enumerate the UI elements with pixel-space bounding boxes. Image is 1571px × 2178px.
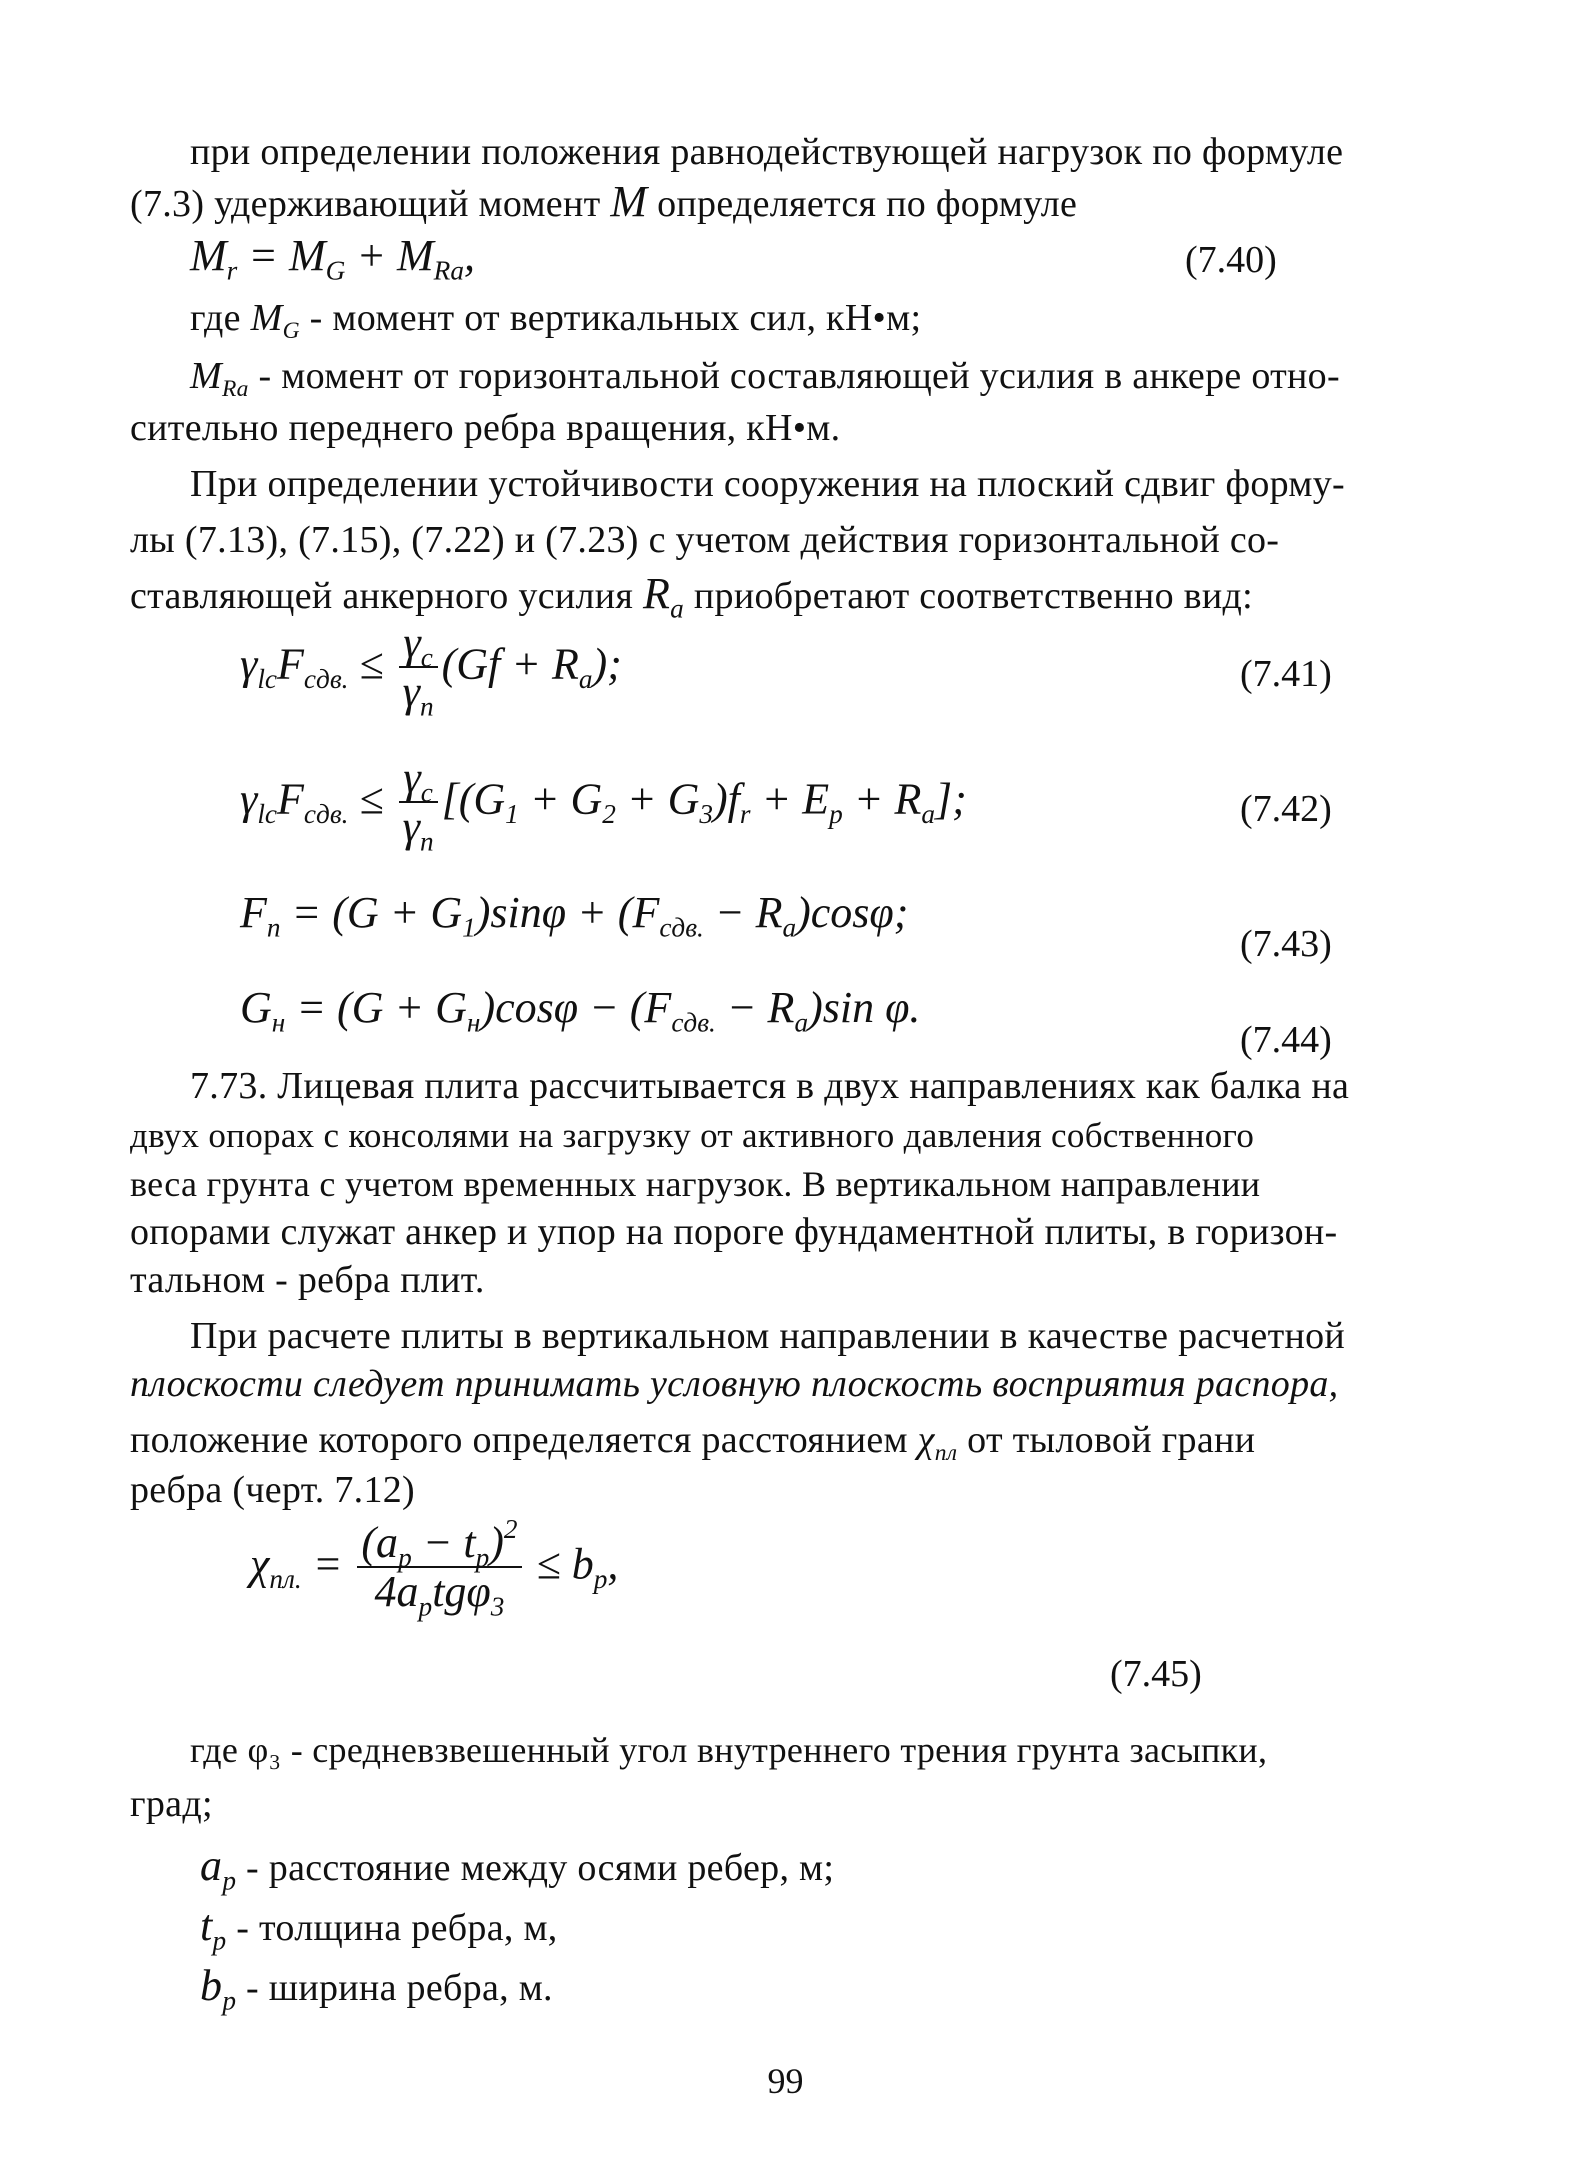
text-line: опорами служат анкер и упор на пороге фундаментной плиты, в горизон- — [130, 1211, 1338, 1253]
text-line: $b_p$ - ширина ребра, м. — [200, 1961, 553, 2016]
text-line: где φ₃ - средневзвешенный угол внутреннего трения грунта засыпки, — [190, 1730, 1268, 1770]
text-line: град; — [130, 1783, 213, 1825]
text-line: ставляющей анкерного усилия $R_a$ приобретают соответственно вид: — [130, 569, 1254, 624]
text-line: $a_p$ - расстояние между осями ребер, м; — [200, 1841, 835, 1896]
equation-7-45: $\chi_{пл.}$ = $\frac{(a_p - t_p)^2}{4a_ptg\varphi_3}$ ≤ $b_p$, — [250, 1513, 619, 1622]
page-number: 99 — [767, 2061, 804, 2101]
equation-7-40: $M_r = M_G + M_{Ra}$, — [190, 231, 475, 286]
text-line: где $M_G$ - момент от вертикальных сил, кН•м; — [190, 297, 922, 345]
text-line: $t_p$ - толщина ребра, м, — [200, 1901, 558, 1956]
text-line: (7.3) удерживающий момент M определяется по формуле — [130, 177, 1078, 226]
equation-number: (7.44) — [1240, 1019, 1332, 1061]
text-line: при определении положения равнодействующей нагрузок по формуле — [190, 131, 1344, 173]
text-line: 7.73. Лицевая плита рассчитывается в двух направлениях как балка на — [190, 1065, 1350, 1107]
equation-number: (7.45) — [1110, 1653, 1202, 1695]
text-line: лы (7.13), (7.15), (7.22) и (7.23) с учетом действия горизонтальной со- — [130, 519, 1280, 561]
equation-7-43: $F_n = (G + G_1)\sin\varphi + (F_{сдв.} - R_a)\cos\varphi$; — [240, 888, 909, 943]
text-line: При расчете плиты в вертикальном направлении в качестве расчетной — [190, 1315, 1346, 1357]
text-line: сительно переднего ребра вращения, кН•м. — [130, 407, 841, 449]
text-line: веса грунта с учетом временных нагрузок. В вертикальном направлении — [130, 1164, 1261, 1204]
text-line: При определении устойчивости сооружения на плоский сдвиг форму- — [190, 463, 1346, 505]
equation-number: (7.40) — [1185, 239, 1277, 281]
equation-number: (7.43) — [1240, 923, 1332, 965]
text-line: двух опорах с консолями на загрузку от активного давления собственного — [130, 1116, 1255, 1155]
text-line: тальном - ребра плит. — [130, 1259, 485, 1301]
equation-number: (7.42) — [1240, 788, 1332, 830]
text-line: $M_{Ra}$ - момент от горизонтальной составляющей усилия в анкере отно- — [190, 355, 1340, 403]
text-line: плоскости следует принимать условную плоскость восприятия распора, — [130, 1363, 1339, 1405]
equation-7-44: $G_н = (G + G_н)\cos\varphi - (F_{сдв.} - R_a)\sin$ φ. — [240, 983, 921, 1038]
equation-number: (7.41) — [1240, 653, 1332, 695]
equation-7-42: $\gamma_{lc}F_{сдв.}$ ≤ $\frac{\gamma_c}{\gamma_n}$ $[(G_1 + G_2 + G_3)f_r + E_p + R_a]$; — [240, 753, 967, 857]
text-line: ребра (черт. 7.12) — [130, 1469, 416, 1511]
equation-7-41: $\gamma_{lc}F_{сдв.}$ ≤ $\frac{\gamma_c}{\gamma_n}$ $(Gf + R_a)$; — [240, 618, 622, 722]
text-line: положение которого определяется расстоянием $\chi_{пл}$ от тыловой грани — [130, 1419, 1256, 1467]
